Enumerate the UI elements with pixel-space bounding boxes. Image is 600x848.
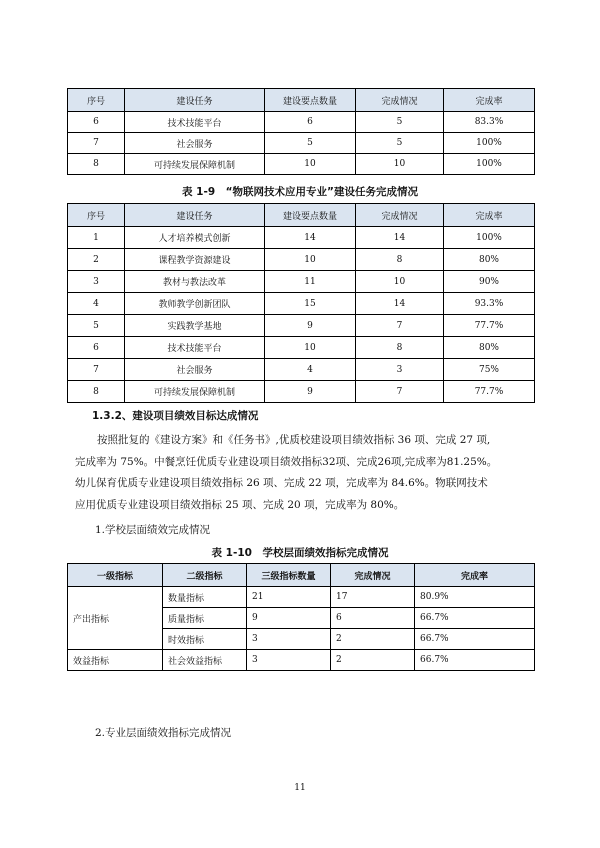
paragraph-line: 按照批复的《建设方案》和《任务书》,优质校建设项目绩效指标 36 项、完成 27 项, — [97, 434, 491, 446]
table-cell: 66.7% — [415, 608, 535, 629]
table-cell: 7 — [356, 315, 444, 337]
table-row — [68, 227, 535, 249]
table-cell: 80% — [444, 337, 535, 359]
table-cell: 75% — [444, 359, 535, 381]
col-header: 建设要点数量 — [265, 89, 356, 112]
table-cell: 5 — [356, 133, 444, 154]
table-cell: 14 — [356, 227, 444, 249]
table-row — [68, 271, 535, 293]
table-cell: 8 — [356, 337, 444, 359]
col-header: 序号 — [68, 204, 125, 227]
table-cell: 教师教学创新团队 — [125, 293, 265, 315]
col-header: 建设任务 — [125, 89, 265, 112]
col-header: 序号 — [68, 89, 125, 112]
table-cell: 21 — [247, 587, 331, 608]
table-cell: 90% — [444, 271, 535, 293]
table-cell: 11 — [265, 271, 356, 293]
paragraph-line: 幼儿保育优质专业建设项目绩效指标 26 项、完成 22 项，完成率为 84.6%。物联网技术 — [75, 477, 488, 489]
table-row — [68, 359, 535, 381]
table-cell: 77.7% — [444, 381, 535, 403]
table-cell: 10 — [356, 154, 444, 175]
subsection-label: 1.学校层面绩效完成情况 — [95, 524, 211, 536]
table-row — [68, 293, 535, 315]
table-cell: 8 — [356, 249, 444, 271]
table-cell: 8 — [68, 154, 125, 175]
page-number: 11 — [294, 783, 306, 793]
table-cell: 9 — [265, 381, 356, 403]
paragraph-line: 应用优质专业建设项目绩效指标 25 项、完成 20 项，完成率为 80%。 — [75, 498, 405, 511]
table-cell: 人才培养模式创新 — [125, 227, 265, 249]
table-cell: 9 — [265, 315, 356, 337]
col-header: 二级指标 — [163, 564, 247, 587]
col-header: 完成情况 — [331, 564, 415, 587]
table-row — [68, 337, 535, 359]
group-cell: 产出指标 — [68, 587, 163, 650]
col-header: 完成率 — [415, 564, 535, 587]
col-header: 建设任务 — [125, 204, 265, 227]
table-cell: 5 — [356, 112, 444, 133]
table-cell: 66.7% — [415, 650, 535, 671]
table-cell: 3 — [356, 359, 444, 381]
table-cell: 10 — [265, 337, 356, 359]
table-cell: 社会服务 — [125, 359, 265, 381]
table-cell: 6 — [68, 337, 125, 359]
col-header: 一级指标 — [68, 564, 163, 587]
table-cell: 80% — [444, 249, 535, 271]
col-header: 建设要点数量 — [265, 204, 356, 227]
col-header: 完成率 — [444, 89, 535, 112]
table-row — [68, 112, 535, 133]
table-cell: 83.3% — [444, 112, 535, 133]
table-row — [68, 381, 535, 403]
table-header-row — [68, 564, 535, 587]
table-cell: 8 — [68, 381, 125, 403]
table-cell: 14 — [265, 227, 356, 249]
table-cell: 可持续发展保障机制 — [125, 154, 265, 175]
table-cell: 5 — [265, 133, 356, 154]
table-cell: 3 — [68, 271, 125, 293]
table-cell: 17 — [331, 587, 415, 608]
table-cell: 7 — [68, 359, 125, 381]
table-cell: 2 — [331, 650, 415, 671]
table-1-10 — [67, 563, 535, 671]
table-cell: 80.9% — [415, 587, 535, 608]
col-header: 完成情况 — [356, 89, 444, 112]
table-cell: 教材与教法改革 — [125, 271, 265, 293]
table-cell: 66.7% — [415, 629, 535, 650]
table-1-9 — [67, 203, 535, 403]
table-cell: 10 — [265, 154, 356, 175]
section-heading: 1.3.2、建设项目绩效目标达成情况 — [92, 410, 259, 422]
table-header-row — [68, 89, 535, 112]
table-cell: 3 — [247, 629, 331, 650]
table-cell: 14 — [356, 293, 444, 315]
table-row — [68, 249, 535, 271]
col-header: 三级指标数量 — [247, 564, 331, 587]
table-cell: 3 — [247, 650, 331, 671]
table-cell: 社会效益指标 — [163, 650, 247, 671]
table-header-row — [68, 204, 535, 227]
table-cell: 6 — [68, 112, 125, 133]
table-row — [68, 154, 535, 175]
table-cell: 77.7% — [444, 315, 535, 337]
table-cell: 技术技能平台 — [125, 112, 265, 133]
table-row — [68, 133, 535, 154]
table-cell: 10 — [265, 249, 356, 271]
table-cell: 1 — [68, 227, 125, 249]
table-cell: 9 — [247, 608, 331, 629]
table-cell: 4 — [265, 359, 356, 381]
table-cell: 93.3% — [444, 293, 535, 315]
table-cell: 时效指标 — [163, 629, 247, 650]
table-row — [68, 587, 535, 608]
col-header: 完成率 — [444, 204, 535, 227]
table-cell: 100% — [444, 227, 535, 249]
table-cell: 课程教学资源建设 — [125, 249, 265, 271]
table-cell: 7 — [356, 381, 444, 403]
table-cell: 4 — [68, 293, 125, 315]
table-cell: 6 — [331, 608, 415, 629]
body-paragraph — [75, 430, 535, 516]
group-cell: 效益指标 — [68, 650, 163, 671]
paragraph-line: 完成率为 75%。中餐烹饪优质专业建设项目绩效指标32项、完成26项,完成率为81.25%。 — [75, 455, 498, 468]
table-cell: 7 — [68, 133, 125, 154]
table-row — [68, 650, 535, 671]
table-cell: 2 — [331, 629, 415, 650]
table-caption: 表 1-9 “物联网技术应用专业”建设任务完成情况 — [182, 186, 418, 198]
table-cell: 社会服务 — [125, 133, 265, 154]
table-cell: 质量指标 — [163, 608, 247, 629]
table-row — [68, 315, 535, 337]
table-cell: 100% — [444, 154, 535, 175]
table-prev-continued — [67, 88, 535, 175]
table-caption: 表 1-10 学校层面绩效指标完成情况 — [211, 547, 389, 559]
table-cell: 15 — [265, 293, 356, 315]
table-cell: 100% — [444, 133, 535, 154]
table-cell: 2 — [68, 249, 125, 271]
table-cell: 可持续发展保障机制 — [125, 381, 265, 403]
table-cell: 实践教学基地 — [125, 315, 265, 337]
subsection-label: 2.专业层面绩效指标完成情况 — [95, 727, 232, 739]
table-cell: 数量指标 — [163, 587, 247, 608]
col-header: 完成情况 — [356, 204, 444, 227]
table-cell: 5 — [68, 315, 125, 337]
table-cell: 10 — [356, 271, 444, 293]
table-cell: 技术技能平台 — [125, 337, 265, 359]
table-cell: 6 — [265, 112, 356, 133]
